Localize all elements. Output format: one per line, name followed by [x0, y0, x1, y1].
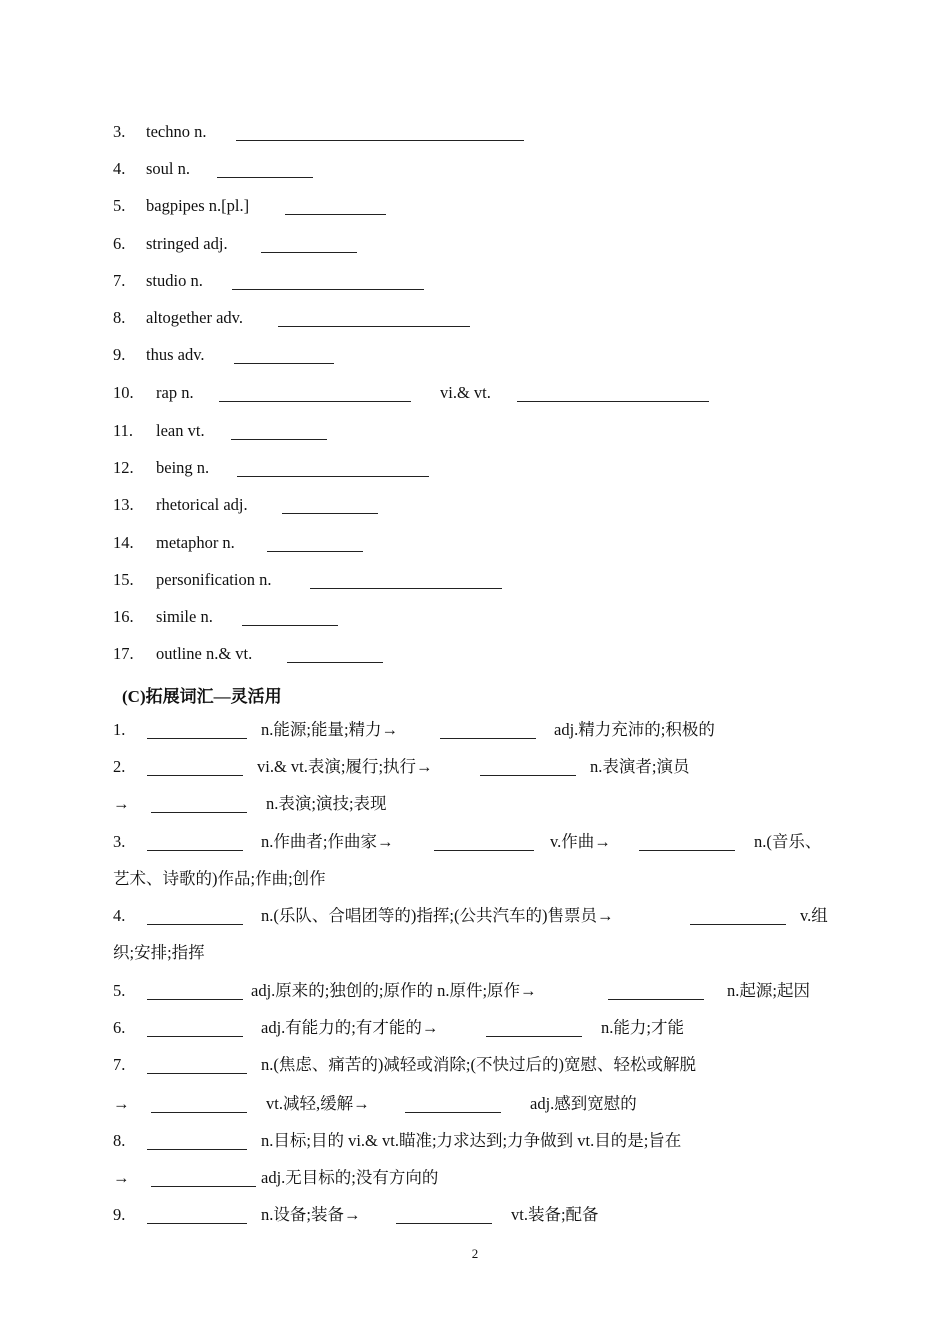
item-number: 7.	[113, 1055, 126, 1074]
list-item	[113, 122, 206, 142]
list-item	[113, 271, 203, 291]
definition-text: adj.感到宽慰的	[530, 1094, 637, 1113]
item-number: 17.	[113, 644, 134, 663]
definition-text: 织;安排;指挥	[113, 943, 205, 962]
answer-blank[interactable]	[231, 439, 327, 440]
answer-blank[interactable]	[480, 775, 576, 776]
definition-text: n.能源;能量;精力→	[261, 720, 399, 739]
item-word: metaphor n.	[156, 533, 235, 552]
definition-text: v.作曲→	[550, 832, 611, 851]
answer-blank[interactable]	[217, 177, 313, 178]
item-word: stringed adj.	[146, 234, 228, 253]
item-number: 14.	[113, 533, 134, 552]
item-number: 9.	[113, 345, 126, 364]
definition-text: 艺术、诗歌的)作品;作曲;创作	[113, 869, 326, 888]
item-word: studio n.	[146, 271, 203, 290]
list-item	[113, 533, 235, 553]
section-heading: (C)拓展词汇—灵活用	[122, 687, 282, 706]
answer-blank[interactable]	[396, 1223, 492, 1224]
answer-blank[interactable]	[147, 1036, 243, 1037]
answer-blank[interactable]	[434, 850, 534, 851]
answer-blank[interactable]	[147, 850, 243, 851]
item-number: 4.	[113, 159, 126, 178]
answer-blank[interactable]	[267, 551, 363, 552]
item-word: soul n.	[146, 159, 191, 178]
answer-blank[interactable]	[236, 140, 524, 141]
list-item	[113, 458, 209, 478]
answer-blank[interactable]	[639, 850, 735, 851]
page-number: 2	[471, 1246, 479, 1261]
item-number: 2.	[113, 757, 126, 776]
item-number: 6.	[113, 234, 126, 253]
item-word: thus adv.	[146, 345, 205, 364]
definition-text: vt.减轻,缓解→	[266, 1094, 370, 1113]
item-number: 5.	[113, 981, 126, 1000]
answer-blank[interactable]	[147, 999, 243, 1000]
item-word: being n.	[156, 458, 210, 477]
list-item	[113, 159, 190, 179]
arrow-symbol: →	[113, 1168, 130, 1187]
item-word: bagpipes n.[pl.]	[146, 196, 250, 215]
answer-blank[interactable]	[147, 1223, 247, 1224]
item-number: 8.	[113, 308, 126, 327]
definition-text: adj.原来的;独创的;原作的 n.原件;原作→	[251, 981, 537, 1000]
item-number: 5.	[113, 196, 126, 215]
answer-blank[interactable]	[310, 588, 502, 589]
arrow-symbol: →	[113, 794, 130, 813]
item-word: rhetorical adj.	[156, 495, 248, 514]
item-number: 15.	[113, 570, 134, 589]
item-number: 10.	[113, 383, 134, 402]
definition-text: adj.有能力的;有才能的→	[261, 1018, 439, 1037]
item-number: 9.	[113, 1205, 126, 1224]
answer-blank[interactable]	[147, 738, 247, 739]
answer-blank[interactable]	[486, 1036, 582, 1037]
item-number: 16.	[113, 607, 134, 626]
definition-text: n.(焦虑、痛苦的)减轻或消除;(不快过后的)宽慰、轻松或解脱	[261, 1055, 696, 1074]
list-item	[113, 607, 213, 627]
item-word: simile n.	[156, 607, 213, 626]
answer-blank[interactable]	[517, 401, 709, 402]
list-item	[113, 644, 252, 664]
list-item	[113, 234, 228, 254]
item-number: 11.	[113, 421, 134, 440]
answer-blank[interactable]	[151, 1186, 256, 1187]
answer-blank[interactable]	[287, 662, 383, 663]
item-word: altogether adv.	[146, 308, 243, 327]
definition-text: adj.精力充沛的;积极的	[554, 720, 715, 739]
answer-blank[interactable]	[690, 924, 786, 925]
answer-blank[interactable]	[285, 214, 386, 215]
answer-blank[interactable]	[147, 1073, 247, 1074]
answer-blank[interactable]	[608, 999, 704, 1000]
item-extra-label: vi.& vt.	[440, 383, 491, 402]
list-item	[113, 570, 271, 590]
item-number: 6.	[113, 1018, 126, 1037]
item-word: lean vt.	[156, 421, 205, 440]
item-word: techno n.	[146, 122, 207, 141]
item-word: personification n.	[156, 570, 272, 589]
list-item	[113, 495, 248, 515]
definition-text: vi.& vt.表演;履行;执行→	[257, 757, 433, 776]
answer-blank[interactable]	[261, 252, 357, 253]
definition-text: n.(乐队、合唱团等的)指挥;(公共汽车的)售票员→	[261, 906, 614, 925]
definition-text: n.能力;才能	[601, 1018, 684, 1037]
answer-blank[interactable]	[282, 513, 378, 514]
answer-blank[interactable]	[242, 625, 338, 626]
answer-blank[interactable]	[232, 289, 424, 290]
list-item	[113, 383, 194, 403]
item-number: 8.	[113, 1131, 126, 1150]
item-word: outline n.& vt.	[156, 644, 253, 663]
list-item	[113, 308, 243, 328]
definition-text: n.(音乐、	[754, 832, 822, 851]
definition-text: n.作曲者;作曲家→	[261, 832, 394, 851]
definition-text: n.表演者;演员	[590, 757, 690, 776]
item-number: 12.	[113, 458, 134, 477]
item-number: 7.	[113, 271, 126, 290]
answer-blank[interactable]	[147, 1149, 247, 1150]
answer-blank[interactable]	[151, 1112, 247, 1113]
item-number: 3.	[113, 832, 126, 851]
answer-blank[interactable]	[405, 1112, 501, 1113]
answer-blank[interactable]	[147, 775, 243, 776]
definition-text: n.目标;目的 vi.& vt.瞄准;力求达到;力争做到 vt.目的是;旨在	[261, 1131, 682, 1150]
definition-text: n.起源;起因	[727, 981, 810, 1000]
item-number: 4.	[113, 906, 126, 925]
definition-text: v.组	[800, 906, 828, 925]
item-number: 3.	[113, 122, 126, 141]
list-item	[113, 421, 205, 441]
answer-blank[interactable]	[151, 812, 247, 813]
answer-blank[interactable]	[234, 363, 334, 364]
definition-text: n.设备;装备→	[261, 1205, 361, 1224]
answer-blank[interactable]	[237, 476, 429, 477]
answer-blank[interactable]	[219, 401, 411, 402]
answer-blank[interactable]	[147, 924, 243, 925]
definition-text: adj.无目标的;没有方向的	[261, 1168, 439, 1187]
answer-blank[interactable]	[440, 738, 536, 739]
definition-text: vt.装备;配备	[511, 1205, 599, 1224]
list-item	[113, 345, 205, 365]
arrow-symbol: →	[113, 1094, 130, 1113]
item-number: 13.	[113, 495, 134, 514]
item-number: 1.	[113, 720, 126, 739]
answer-blank[interactable]	[278, 326, 470, 327]
item-word: rap n.	[156, 383, 194, 402]
list-item	[113, 196, 249, 216]
definition-text: n.表演;演技;表现	[266, 794, 387, 813]
